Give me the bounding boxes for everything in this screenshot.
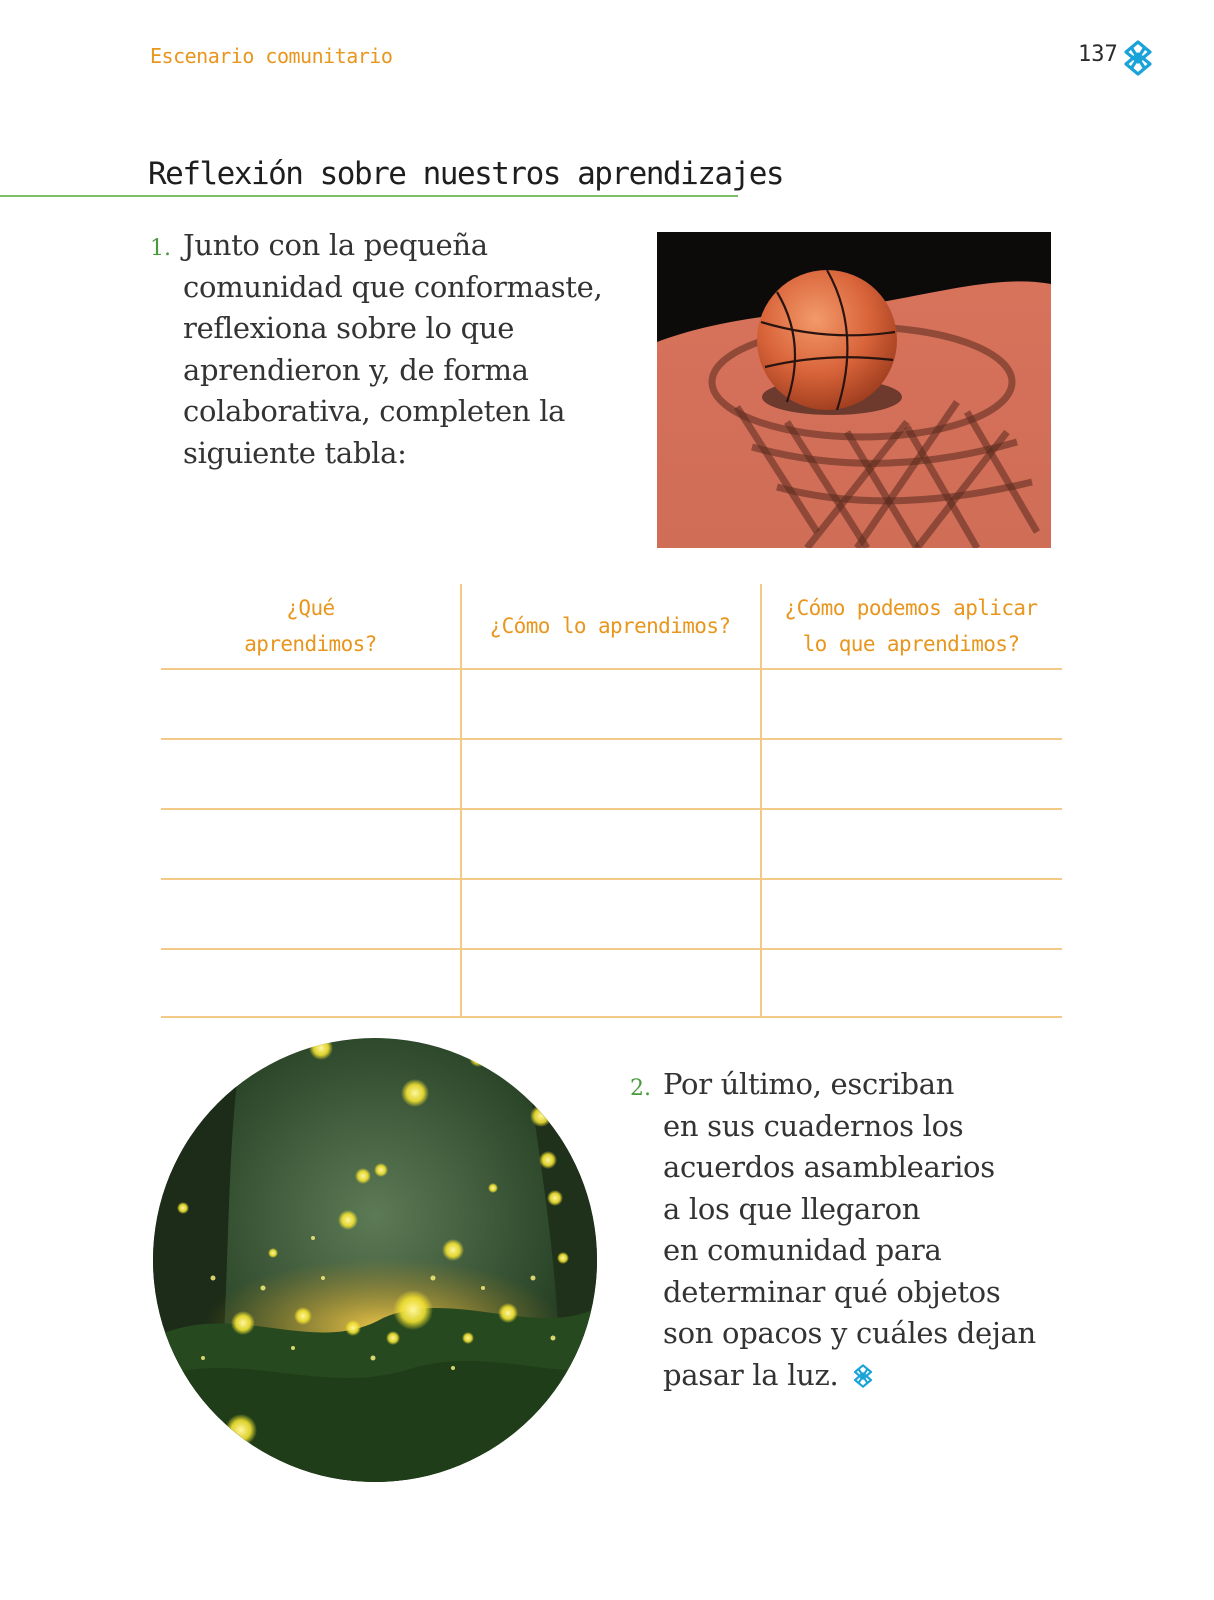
table-cell[interactable] — [161, 810, 460, 878]
question-2-number: 2. — [630, 1076, 651, 1101]
table-cell[interactable] — [161, 740, 460, 808]
header-line: lo que aprendimos? — [802, 632, 1020, 656]
header-line: ¿Qué — [286, 596, 335, 620]
basketball-photo — [657, 232, 1051, 548]
q1-line: aprendieron y, de forma — [183, 352, 529, 387]
table-cell[interactable] — [762, 810, 1062, 878]
section-title: Reflexión sobre nuestros aprendizajes — [148, 156, 784, 192]
question-2-text — [663, 1064, 1093, 1396]
q2-line: en sus cuadernos los — [663, 1108, 964, 1143]
page-number: 137 — [1078, 42, 1118, 67]
table-cell[interactable] — [161, 950, 460, 1016]
q2-line: determinar qué objetos — [663, 1274, 1001, 1309]
column-header-what — [161, 584, 460, 668]
q1-line: colaborativa, completen la — [183, 394, 566, 428]
table-cell[interactable] — [462, 810, 760, 878]
table-cell[interactable] — [762, 950, 1062, 1016]
q1-line: reflexiona sobre lo que — [183, 311, 515, 345]
q2-line: a los que llegaron — [663, 1191, 921, 1226]
table-cell[interactable] — [762, 880, 1062, 948]
table-cell[interactable] — [462, 880, 760, 948]
table-cell[interactable] — [762, 670, 1062, 738]
question-1-text — [183, 225, 633, 474]
q2-line: Por último, escriban — [663, 1067, 955, 1101]
table-cell[interactable] — [462, 740, 760, 808]
table-cell[interactable] — [462, 670, 760, 738]
section-label: Escenario comunitario — [150, 44, 393, 68]
q1-line: Junto con la pequeña — [183, 228, 488, 262]
header-line: aprendimos? — [244, 632, 377, 656]
header-line: ¿Cómo podemos aplicar — [784, 596, 1038, 620]
column-header-apply — [760, 584, 1062, 668]
header-line: ¿Cómo lo aprendimos? — [489, 614, 731, 638]
q2-line: en comunidad para — [663, 1233, 942, 1267]
table-cell[interactable] — [462, 950, 760, 1016]
table-cell[interactable] — [161, 670, 460, 738]
column-header-how — [460, 584, 760, 668]
q1-line: comunidad que conformaste, — [183, 269, 603, 304]
q2-line: son opacos y cuáles dejan — [663, 1316, 1036, 1350]
table-cell[interactable] — [161, 880, 460, 948]
q2-line: pasar la luz. — [663, 1357, 839, 1392]
diamond-knot-icon — [1122, 40, 1154, 76]
q2-line: acuerdos asamblearios — [663, 1150, 995, 1184]
reflection-table — [161, 584, 1062, 1018]
table-row-divider — [161, 1016, 1062, 1018]
title-underline — [0, 195, 738, 197]
diamond-knot-icon — [852, 1364, 874, 1388]
q1-line: siguiente tabla: — [183, 435, 407, 470]
fireflies-forest-photo — [153, 1038, 597, 1482]
question-1-number: 1. — [150, 236, 171, 261]
table-cell[interactable] — [762, 740, 1062, 808]
